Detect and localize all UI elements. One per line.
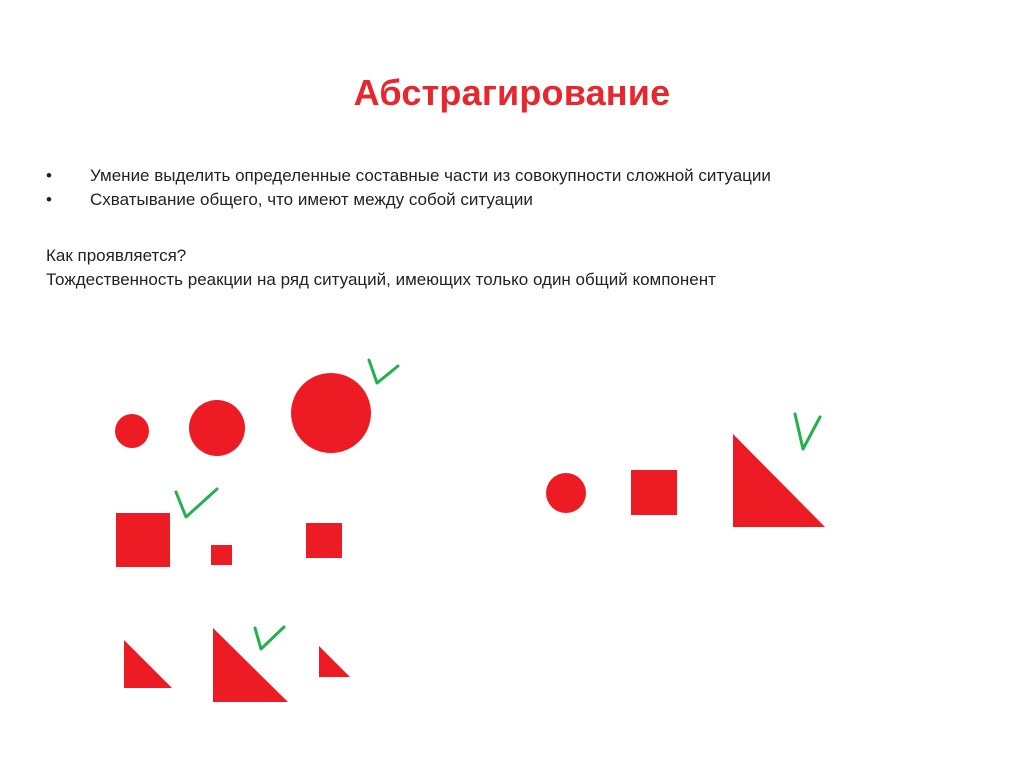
medium-triangle — [124, 640, 172, 688]
question-text: Как проявляется? — [46, 246, 187, 265]
small-circle — [115, 414, 149, 448]
checkmark-icon — [176, 489, 217, 517]
checkmark-icon — [795, 414, 820, 449]
result-square — [631, 470, 677, 515]
large-triangle — [213, 628, 288, 702]
small-square — [211, 545, 232, 565]
result-triangle — [733, 434, 825, 527]
bullet-marker: • — [46, 190, 52, 209]
bullet-text: Схватывание общего, что имеют между собой ситуации — [90, 190, 533, 209]
large-circle — [291, 373, 371, 453]
checkmark-icon — [255, 627, 284, 649]
slide-title: Абстрагирование — [353, 72, 671, 113]
small-triangle — [319, 646, 350, 677]
medium-square — [306, 523, 342, 558]
large-square — [116, 513, 170, 567]
checkmark-icon — [369, 360, 398, 383]
result-circle — [546, 473, 586, 513]
medium-circle — [189, 400, 245, 456]
bullet-text: Умение выделить определенные составные части из совокупности сложной ситуации — [90, 166, 771, 185]
answer-text: Тождественность реакции на ряд ситуаций, имеющих только один общий компонент — [46, 270, 716, 289]
bullet-marker: • — [46, 166, 52, 185]
